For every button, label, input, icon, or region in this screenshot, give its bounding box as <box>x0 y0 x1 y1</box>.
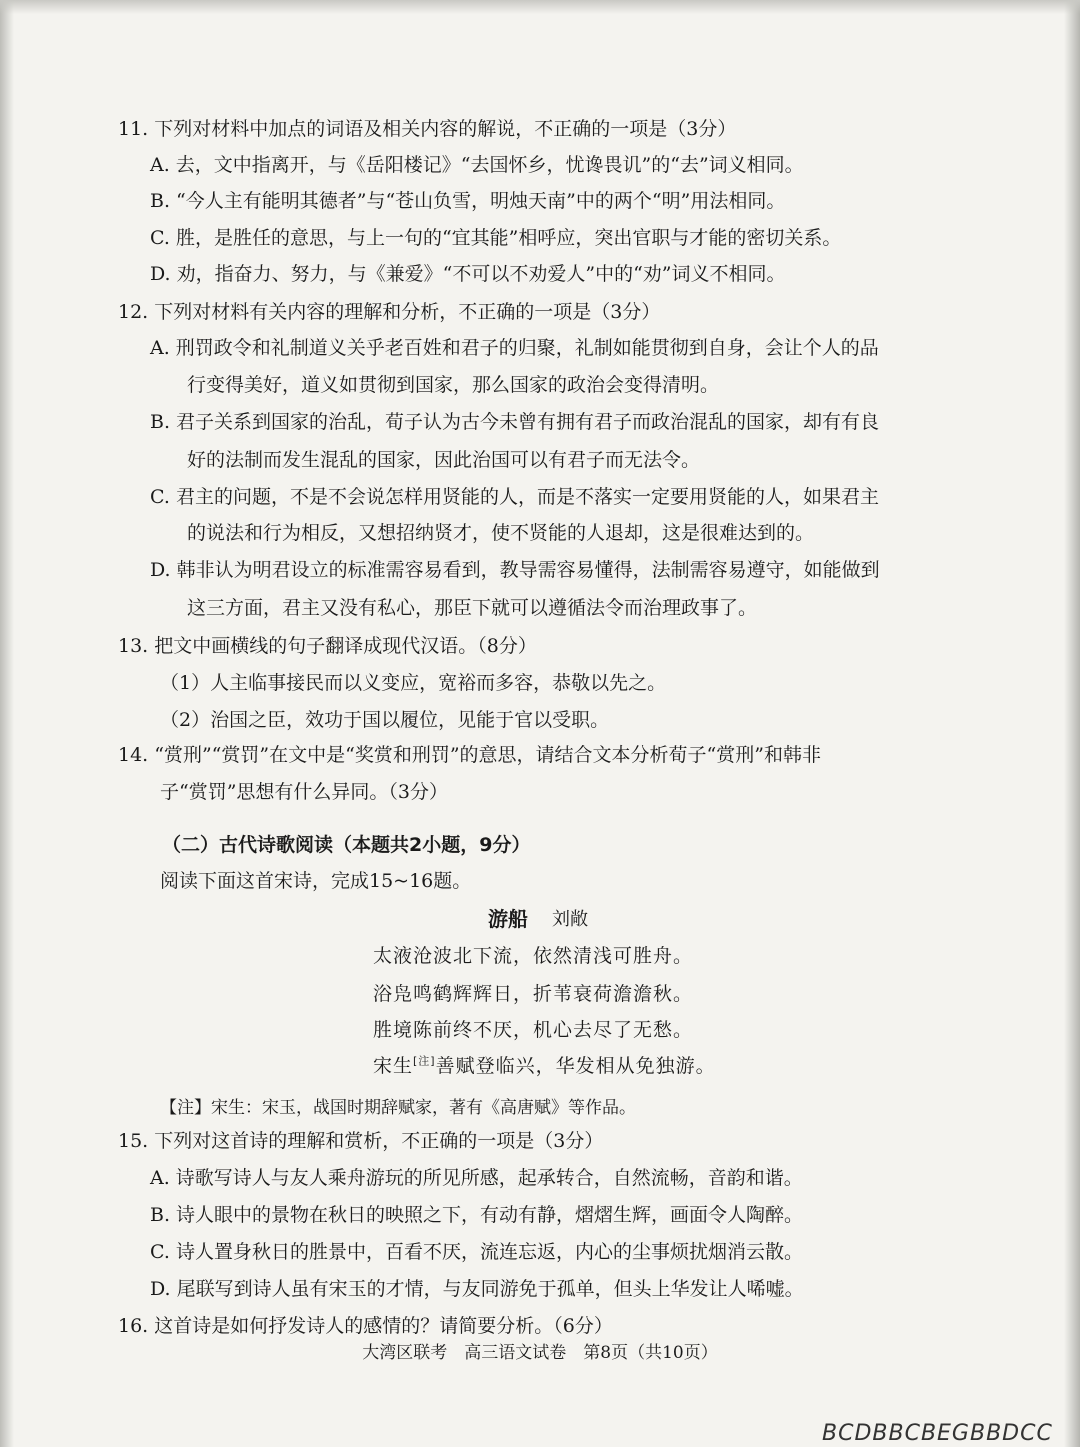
section-intro: 阅读下面这首宋诗，完成15~16题。 <box>160 870 472 892</box>
q13-sentence-2: （2）治国之臣，效功于国以履位，见能于官以受职。 <box>160 709 610 731</box>
q14-line1: 14. “赏刑”“赏罚”在文中是“奖赏和刑罚”的意思，请结合文本分析荀子“赏刑”和韩非 <box>118 744 821 766</box>
poem-line-1: 太液沧波北下流，依然清浅可胜舟。 <box>373 945 694 967</box>
q15-stem: 15. 下列对这首诗的理解和赏析，不正确的一项是（3分） <box>118 1130 604 1152</box>
q12-option-c-line1: C. 君主的问题，不是不会说怎样用贤能的人，而是不落实一定要用贤能的人，如果君主 <box>150 486 879 508</box>
handwritten-answers: BCDBBCBEGBBDCC <box>822 1421 1053 1446</box>
q12-option-a-line1: A. 刑罚政令和礼制道义关乎老百姓和君子的归聚，礼制如能贯彻到自身，会让个人的品 <box>150 337 879 359</box>
scan-edge-top <box>0 0 1080 14</box>
q15-option-c: C. 诗人置身秋日的胜景中，百看不厌，流连忘返，内心的尘事烦扰烟消云散。 <box>150 1241 803 1263</box>
poem-line-3: 胜境陈前终不厌，机心去尽了无愁。 <box>373 1019 694 1041</box>
q12-option-d-line1: D. 韩非认为明君设立的标准需容易看到，教导需容易懂得，法制需容易遵守，如能做到 <box>150 559 880 581</box>
q11-stem: 11. 下列对材料中加点的词语及相关内容的解说，不正确的一项是（3分） <box>118 118 737 140</box>
poem-footnote: 【注】宋生：宋玉，战国时期辞赋家，著有《高唐赋》等作品。 <box>160 1098 636 1118</box>
page-footer: 大湾区联考 高三语文试卷 第8页（共10页） <box>362 1343 718 1363</box>
section-title: （二）古代诗歌阅读（本题共2小题，9分） <box>162 834 531 856</box>
q12-option-c-line2: 的说法和行为相反，又想招纳贤才，使不贤能的人退却，这是很难达到的。 <box>187 522 815 544</box>
poem-line-4 <box>373 1051 716 1078</box>
q15-option-b: B. 诗人眼中的景物在秋日的映照之下，有动有静，熠熠生辉，画面令人陶醉。 <box>150 1204 804 1226</box>
q12-option-d-line2: 这三方面，君主又没有私心，那臣下就可以遵循法令而治理政事了。 <box>187 597 758 619</box>
poem-line-4-start: 宋生 <box>373 1055 414 1077</box>
q16-stem: 16. 这首诗是如何抒发诗人的感情的？请简要分析。（6分） <box>118 1315 613 1337</box>
q13-stem: 13. 把文中画横线的句子翻译成现代汉语。（8分） <box>118 635 537 657</box>
q13-sentence-1: （1）人主临事接民而以义变应，宽裕而多容，恭敬以先之。 <box>160 672 667 694</box>
poem-line-2: 浴凫鸣鹤辉辉日，折苇衰荷澹澹秋。 <box>373 983 694 1005</box>
q11-option-c: C. 胜，是胜任的意思，与上一句的“宜其能”相呼应，突出官职与才能的密切关系。 <box>150 227 842 249</box>
q11-option-b: B. “今人主有能明其德者”与“苍山负雪，明烛天南”中的两个“明”用法相同。 <box>150 190 786 212</box>
scan-edge-left <box>0 0 14 1447</box>
q11-option-d: D. 劝，指奋力、努力，与《兼爱》“不可以不劝爱人”中的“劝”词义不相同。 <box>150 263 786 285</box>
scan-edge-right <box>1064 0 1080 1447</box>
q12-option-a-line2: 行变得美好，道义如贯彻到国家，那么国家的政治会变得清明。 <box>187 374 720 396</box>
poem-author: 刘敞 <box>552 909 588 930</box>
q15-option-d: D. 尾联写到诗人虽有宋玉的才情，与友同游免于孤单，但头上华发让人唏嘘。 <box>150 1278 804 1300</box>
q12-option-b-line2: 好的法制而发生混乱的国家，因此治国可以有君子而无法令。 <box>187 449 701 471</box>
poem-line-4-end: 善赋登临兴，华发相从免独游。 <box>435 1055 716 1077</box>
q12-option-b-line1: B. 君子关系到国家的治乱，荀子认为古今未曾有拥有君子而政治混乱的国家，却有有良 <box>150 411 880 433</box>
poem-title: 游船 <box>488 907 528 931</box>
q12-stem: 12. 下列对材料有关内容的理解和分析，不正确的一项是（3分） <box>118 301 661 323</box>
q11-option-a: A. 去，文中指离开，与《岳阳楼记》“去国怀乡，忧谗畏讥”的“去”词义相同。 <box>150 154 804 176</box>
q14-line2: 子“赏罚”思想有什么异同。（3分） <box>160 781 449 803</box>
poem-footnote-mark: [注] <box>413 1054 436 1068</box>
q15-option-a: A. 诗歌写诗人与友人乘舟游玩的所见所感，起承转合，自然流畅，音韵和谐。 <box>150 1167 803 1189</box>
